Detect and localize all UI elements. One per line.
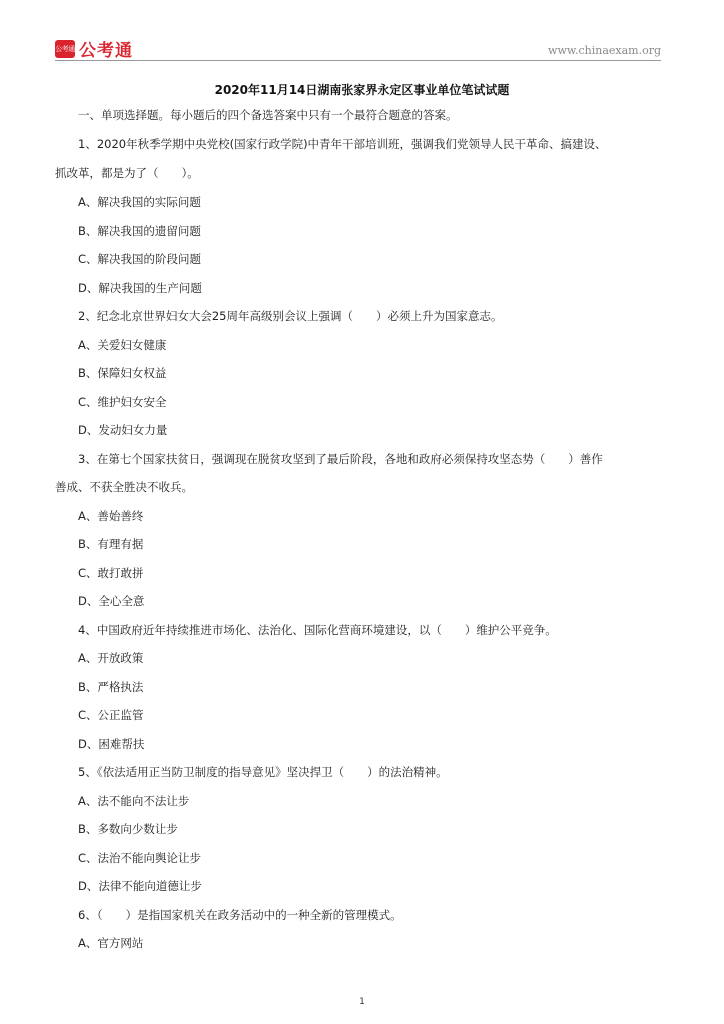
- text-line: A、关爱妇女健康: [78, 338, 167, 352]
- text-line: C、法治不能向舆论让步: [78, 851, 202, 865]
- text-line: 4、中国政府近年持续推进市场化、法治化、国际化营商环境建设，以（ ）维护公平竞争。: [78, 623, 557, 637]
- text-line: 抓改革，都是为了（ ）。: [55, 166, 199, 180]
- page-number: 1: [359, 997, 365, 1007]
- logo-text: 公考通: [79, 41, 133, 61]
- text-line: 6、（ ）是指国家机关在政务活动中的一种全新的管理模式。: [78, 908, 402, 922]
- logo: [55, 36, 133, 61]
- text-line: D、困难帮扶: [78, 737, 145, 751]
- text-line: D、解决我国的生产问题: [78, 281, 202, 295]
- text-line: B、解决我国的遗留问题: [78, 224, 201, 238]
- text-line: A、开放政策: [78, 651, 144, 665]
- document-title: 2020年11月14日湖南张家界永定区事业单位笔试试题: [214, 83, 510, 97]
- text-line: C、敢打敢拼: [78, 566, 144, 580]
- text-line: 1、2020年秋季学期中央党校(国家行政学院)中青年干部培训班，强调我们党领导人民干革命、搞建设、: [78, 137, 607, 151]
- text-line: D、全心全意: [78, 594, 145, 608]
- text-line: 2、纪念北京世界妇女大会25周年高级别会议上强调（ ）必须上升为国家意志。: [78, 309, 503, 323]
- site-url[interactable]: www.chinaexam.org: [548, 44, 661, 57]
- header-divider: [55, 60, 661, 61]
- text-line: C、解决我国的阶段问题: [78, 252, 202, 266]
- text-line: 善成、不获全胜决不收兵。: [55, 480, 193, 494]
- text-line: 一、单项选择题。每小题后的四个备选答案中只有一个最符合题意的答案。: [78, 108, 458, 122]
- text-line: D、法律不能向道德让步: [78, 879, 202, 893]
- logo-mark: 公考通: [55, 40, 75, 58]
- text-line: A、官方网站: [78, 936, 144, 950]
- text-line: C、维护妇女安全: [78, 395, 167, 409]
- text-line: B、多数向少数让步: [78, 822, 178, 836]
- text-line: C、公正监管: [78, 708, 144, 722]
- text-line: 5、《依法适用正当防卫制度的指导意见》坚决捍卫（ ）的法治精神。: [78, 765, 448, 779]
- text-line: B、有理有据: [78, 537, 144, 551]
- text-line: B、严格执法: [78, 680, 144, 694]
- text-line: A、法不能向不法让步: [78, 794, 190, 808]
- text-line: A、解决我国的实际问题: [78, 195, 201, 209]
- text-line: D、发动妇女力量: [78, 423, 168, 437]
- text-line: 3、在第七个国家扶贫日，强调现在脱贫攻坚到了最后阶段，各地和政府必须保持攻坚态势（ ）善作: [78, 452, 603, 466]
- text-line: A、善始善终: [78, 509, 144, 523]
- text-line: B、保障妇女权益: [78, 366, 167, 380]
- page-header: [55, 36, 661, 62]
